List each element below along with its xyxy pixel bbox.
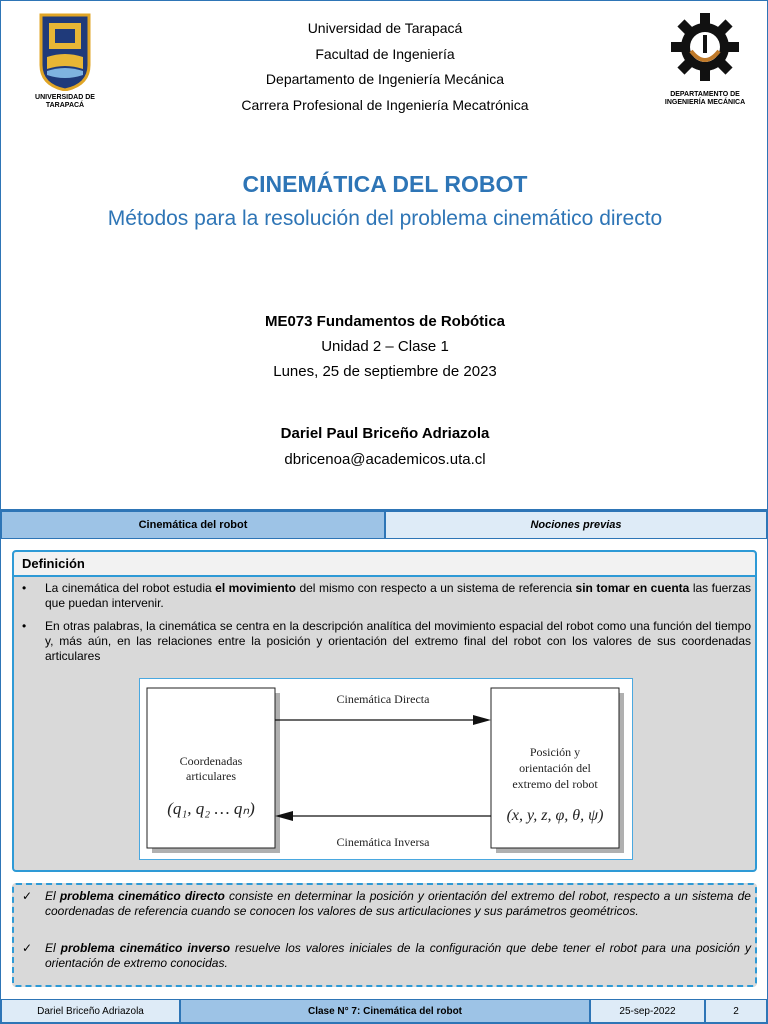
forward-arrowhead-icon: [473, 715, 491, 725]
faculty-name: Facultad de Ingeniería: [315, 45, 455, 62]
author-info: [1, 421, 768, 473]
bullet-icon: •: [22, 619, 27, 633]
checkmark-icon: ✓: [22, 941, 33, 955]
university-shield-icon: [39, 13, 91, 91]
right-box-line2: orientación del: [519, 761, 591, 775]
university-name: Universidad de Tarapacá: [307, 20, 463, 36]
author-email[interactable]: dbricenoa@academicos.uta.cl: [284, 451, 486, 468]
left-box-line1: Coordenadas: [179, 754, 243, 768]
left-box-line2: articulares: [186, 769, 236, 783]
department-logo: [655, 13, 755, 107]
kinematics-diagram: [139, 678, 633, 860]
right-box-line1: Posición y: [529, 745, 581, 759]
right-formula: (x, y, z, φ, θ, ψ): [506, 807, 604, 824]
university-logo-caption: UNIVERSIDAD DE TARAPACÁ: [35, 94, 95, 109]
left-formula: (q₁, q₂ … qₙ): [167, 799, 255, 818]
footer-author: Dariel Briceño Adriazola: [1, 999, 180, 1023]
footer-class: Clase N° 7: Cinemática del robot: [180, 999, 590, 1023]
inverse-label: Cinemática Inversa: [336, 835, 430, 849]
header-section: Nociones previas: [385, 511, 767, 539]
gear-icon: [670, 13, 740, 85]
class-date: Lunes, 25 de septiembre de 2023: [273, 363, 497, 380]
footer-page-number: 2: [705, 999, 767, 1023]
program-name: Carrera Profesional de Ingeniería Mecatrónica: [241, 96, 529, 113]
forward-label: Cinemática Directa: [336, 692, 430, 706]
notes-box: [12, 883, 757, 987]
content-slide: [0, 510, 768, 1024]
joint-coordinates-box: [147, 688, 275, 848]
footer-date: 25-sep-2022: [590, 999, 705, 1023]
slide-header: [1, 511, 767, 539]
kinematics-diagram-svg: [140, 679, 632, 859]
institution-block: [201, 16, 569, 118]
note-item: ✓ El problema cinemático inverso resuelve los valores iniciales de la configuración que debe tener el robot para una posición y orientación de extremo conocidas.: [22, 941, 751, 970]
cover-slide: [0, 0, 768, 510]
unit-label: Unidad 2 – Clase 1: [321, 338, 449, 355]
author-name: Dariel Paul Briceño Adriazola: [280, 425, 490, 442]
bullet-item: • En otras palabras, la cinemática se centra en la descripción analítica del movimiento espacial del robot como una función del tiempo y, más aún, en las relaciones entre la posición y orientación del extremo final del robot con los valores de sus coordenadas articulares: [22, 619, 751, 663]
definition-title: Definición: [14, 552, 755, 577]
slide-footer: [1, 999, 767, 1023]
definition-box: [12, 550, 757, 872]
department-name: Departamento de Ingeniería Mecánica: [265, 71, 505, 87]
note-item: ✓ El problema cinemático directo consiste en determinar la posición y orientación del extremo del robot, respecto a un sistema de coordenadas de referencia cuando se conocen los valores de sus articulaciones y sus parámetros geométricos.: [22, 889, 751, 918]
presentation-subtitle: Métodos para la resolución del problema cinemático directo: [107, 207, 663, 230]
university-logo: [29, 13, 101, 110]
bullet-item: • La cinemática del robot estudia el movimiento del mismo con respecto a un sistema de referencia sin tomar en cuenta las fuerzas que puedan intervenir.: [22, 581, 751, 610]
header-topic: Cinemática del robot: [1, 511, 385, 539]
course-code: ME073 Fundamentos de Robótica: [264, 313, 506, 330]
presentation-title: CINEMÁTICA DEL ROBOT: [242, 171, 528, 197]
checkmark-icon: ✓: [22, 889, 33, 903]
right-box-line3: extremo del robot: [512, 777, 598, 791]
course-info: [1, 309, 768, 384]
department-logo-caption: DEPARTAMENTO DE INGENIERÍA MECÁNICA: [664, 91, 746, 106]
bullet-icon: •: [22, 581, 27, 595]
